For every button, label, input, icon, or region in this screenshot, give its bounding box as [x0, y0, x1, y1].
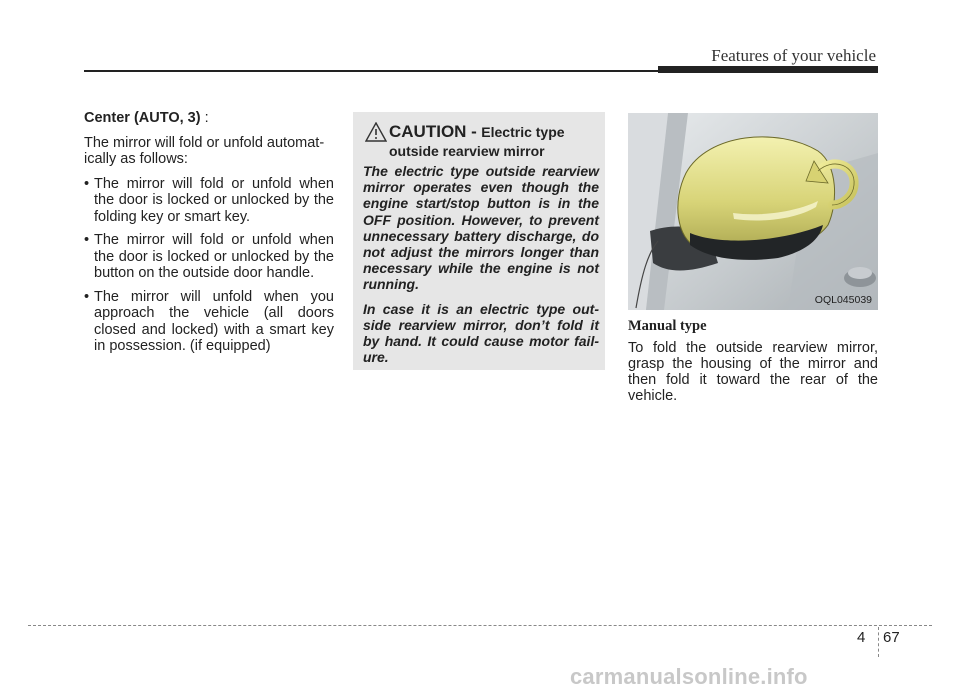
intro-text: The mirror will fold or unfold automat-ically as follows: [84, 134, 325, 167]
body-text: To fold the outside rearview mirror, grasp the housing of the mirror and then fold it toward the rear of the vehicle. [628, 340, 878, 404]
caution-paragraph: The electric type outside rearview mirror operates even though the engine start/stop button is in the OFF position. However, to prevent unnecessary battery discharge, do not adjust the mirrors longer than necessary while the engine is not running. [363, 163, 599, 293]
right-column [628, 318, 878, 404]
list-item: • The mirror will fold or unfold when the door is locked or unlocked by the button on the outside door handle. [84, 232, 334, 282]
footer-divider [878, 627, 879, 657]
warning-triangle-icon [365, 122, 387, 142]
header-rule [84, 70, 658, 72]
mirror-illustration [628, 113, 878, 310]
left-column [84, 110, 334, 362]
chapter-number: 4 [857, 629, 866, 646]
caution-heading: CAUTION - Electric type outside rearview mirror [389, 122, 565, 159]
figure-code: OQL045039 [814, 294, 872, 306]
caution-box [353, 112, 605, 370]
list-item: • The mirror will unfold when you approach the vehicle (all doors closed and locked) with a smart key in possession. (if equipped) [84, 289, 334, 355]
caution-body [363, 163, 599, 373]
section-title: Center (AUTO, 3) : [84, 110, 209, 126]
footer-rule [28, 625, 932, 626]
list-item: • The mirror will fold or unfold when the door is locked or unlocked by the folding key or smart key. [84, 176, 334, 226]
caution-paragraph: In case it is an electric type out-side rearview mirror, don’t fold it by hand. It could cause motor fail-ure. [363, 300, 599, 366]
watermark: carmanualsonline.info [570, 664, 808, 689]
page-number: 67 [883, 629, 900, 646]
subsection-title: Manual type [628, 318, 707, 334]
folding-mirror-image [628, 113, 878, 310]
header-rule-thick [658, 66, 878, 73]
bullet-list [84, 176, 334, 355]
page-header-title: Features of your vehicle [711, 46, 876, 65]
